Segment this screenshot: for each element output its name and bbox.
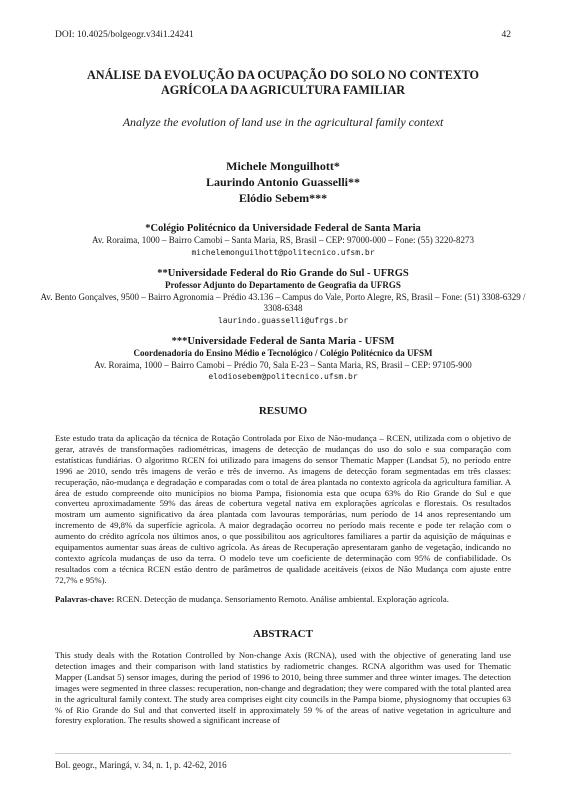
keywords xyxy=(55,594,511,605)
keywords-text: RCEN. Detecção de mudança. Sensoriamento Remoto. Análise ambiental. Exploração agrícola. xyxy=(116,594,449,604)
affiliation-3 xyxy=(40,335,526,383)
english-title: Analyze the evolution of land use in the agricultural family context xyxy=(122,115,444,129)
resumo-text: Este estudo trata da aplicação da técnica de Rotação Controlada por Eixo de Não-mudança – RCEN, utilizada com o objetivo de gerar, através de transformações radiométricas, imagens de detecção de mudanças do uso do solo e sua comparação com estatísticas fundiárias. O algoritmo RCEN foi utilizado para imagens do sensor Thematic Mapper (Landsat 5), no período entre 1996 ae 2010, sendo três imagens de verão e três de inverno. As imagens de detecção foram segmentadas em três classes: recuperação, não-mudança e degradação e comparadas com o total de área plantada no contexto agrícola da agricultura familiar. A área de estudo compreende oito municípios no bioma Pampa, fisionomia esta que ocupa 63% do Rio Grande do Sul e que converteu aproximadamente 59% das áreas de cobertura vegetal nativa em explorações agrícolas e florestais. Os resultados mostram um aumento significativo da área plantada com lavouras temporárias, num período de 14 anos representando um incremento de 49,8% da superfície agrícola. A maior degradação ocorreu no período mais recente e pode ter relação com o aumento do crédito agrícola nos últimos anos, o que possibilitou aos agricultores familiares a partir da aquisição de máquinas e equipamentos aumentar suas áreas de cultivo agrícola. As áreas de Recuperação apresentaram ganho de vegetação, indicando no contexto agrícola mudanças de uso da terra. O modelo teve um coeficiente de determinação com 95% de confiabilidade. Os resultados com a técnica RCEN estão dentro de parâmetros de qualidade aceitáveis (eixos de Não Mudança com ajuste entre 72,7% e 95%). xyxy=(55,433,511,585)
affiliation-institution: *Colégio Politécnico da Universidade Federal de Santa Maria xyxy=(145,223,421,234)
author-list xyxy=(40,158,526,206)
author-1: Michele Monguilhott* xyxy=(226,159,340,173)
affiliation-address: Av. Roraima, 1000 – Bairro Camobi – Santa Maria, RS, Brasil – CEP: 97000-000 – Fone: (55) 3220-8273 xyxy=(92,235,474,245)
affiliation-email: elodiosebem@politecnico.ufsm.br xyxy=(208,372,358,381)
author-3: Elódio Sebem*** xyxy=(238,191,328,205)
affiliation-department: Professor Adjunto do Departamento de Geografia da UFRGS xyxy=(165,280,401,290)
affiliation-institution: **Universidade Federal do Rio Grande do Sul - UFRGS xyxy=(157,268,409,279)
affiliation-email: laurindo.guasselli@ufrgs.br xyxy=(217,315,349,325)
page-number: 42 xyxy=(501,30,511,40)
footer-citation: Bol. geogr., Maringá, v. 34, n. 1, p. 42-62, 2016 xyxy=(55,760,227,770)
abstract-heading: ABSTRACT xyxy=(253,628,313,640)
affiliation-2 xyxy=(40,267,526,326)
affiliation-institution: ***Universidade Federal de Santa Maria - UFSM xyxy=(171,336,395,347)
resumo-heading: RESUMO xyxy=(258,405,308,417)
paper-title xyxy=(40,68,526,98)
doi-text: DOI: 10.4025/bolgeogr.v34i1.24241 xyxy=(55,30,194,40)
affiliation-address: Av. Bento Gonçalves, 9500 – Bairro Agronomia – Prédio 43.136 – Campus do Vale, Porto Alegre, RS, Brasil – Fone: (51) 3308-6329 / 3308-6348 xyxy=(40,291,526,313)
affiliation-email: michelemonguilhott@politecnico.ufsm.br xyxy=(191,247,375,257)
abstract-text: This study deals with the Rotation Controlled by Non-change Axis (RCNA), used with the objective of generating land use detection images and their comparison with land statistics by radiometric changes. RCNA algorithm was used for Thematic Mapper (Landsat 5) sensor images, during the period of 1996 to 2010, being three summer and three winter images. The detection images were segmented in three classes: recuperation, non-change and degradation; they were compared with the total planted area in the agricultural family context. The study area comprises eight city councils in the Pampa biome, physiognomy that occupies 63 % of Rio Grande do Sul and that converted itself in approximately 59 % of the areas of native vegetation in agriculture and forestry exploration. The results showed a significant increase of xyxy=(55,650,511,726)
title-line-2: AGRÍCOLA DA AGRICULTURA FAMILIAR xyxy=(160,83,406,97)
title-line-1: ANÁLISE DA EVOLUÇÃO DA OCUPAÇÃO DO SOLO NO CONTEXTO xyxy=(86,68,480,82)
keywords-label: Palavras-chave: xyxy=(55,594,115,604)
affiliation-1 xyxy=(40,222,526,258)
footer-divider xyxy=(55,753,511,754)
affiliation-address: Av. Roraima, 1000 – Bairro Camobi – Prédio 70, Sala E-23 – Santa Maria, RS, Brasil – CEP: 97105-900 xyxy=(94,359,472,370)
affiliation-department: Coordenadoria do Ensino Médio e Tecnológico / Colégio Politécnico da UFSM xyxy=(133,348,433,358)
author-2: Laurindo Antonio Guasselli** xyxy=(205,175,361,189)
